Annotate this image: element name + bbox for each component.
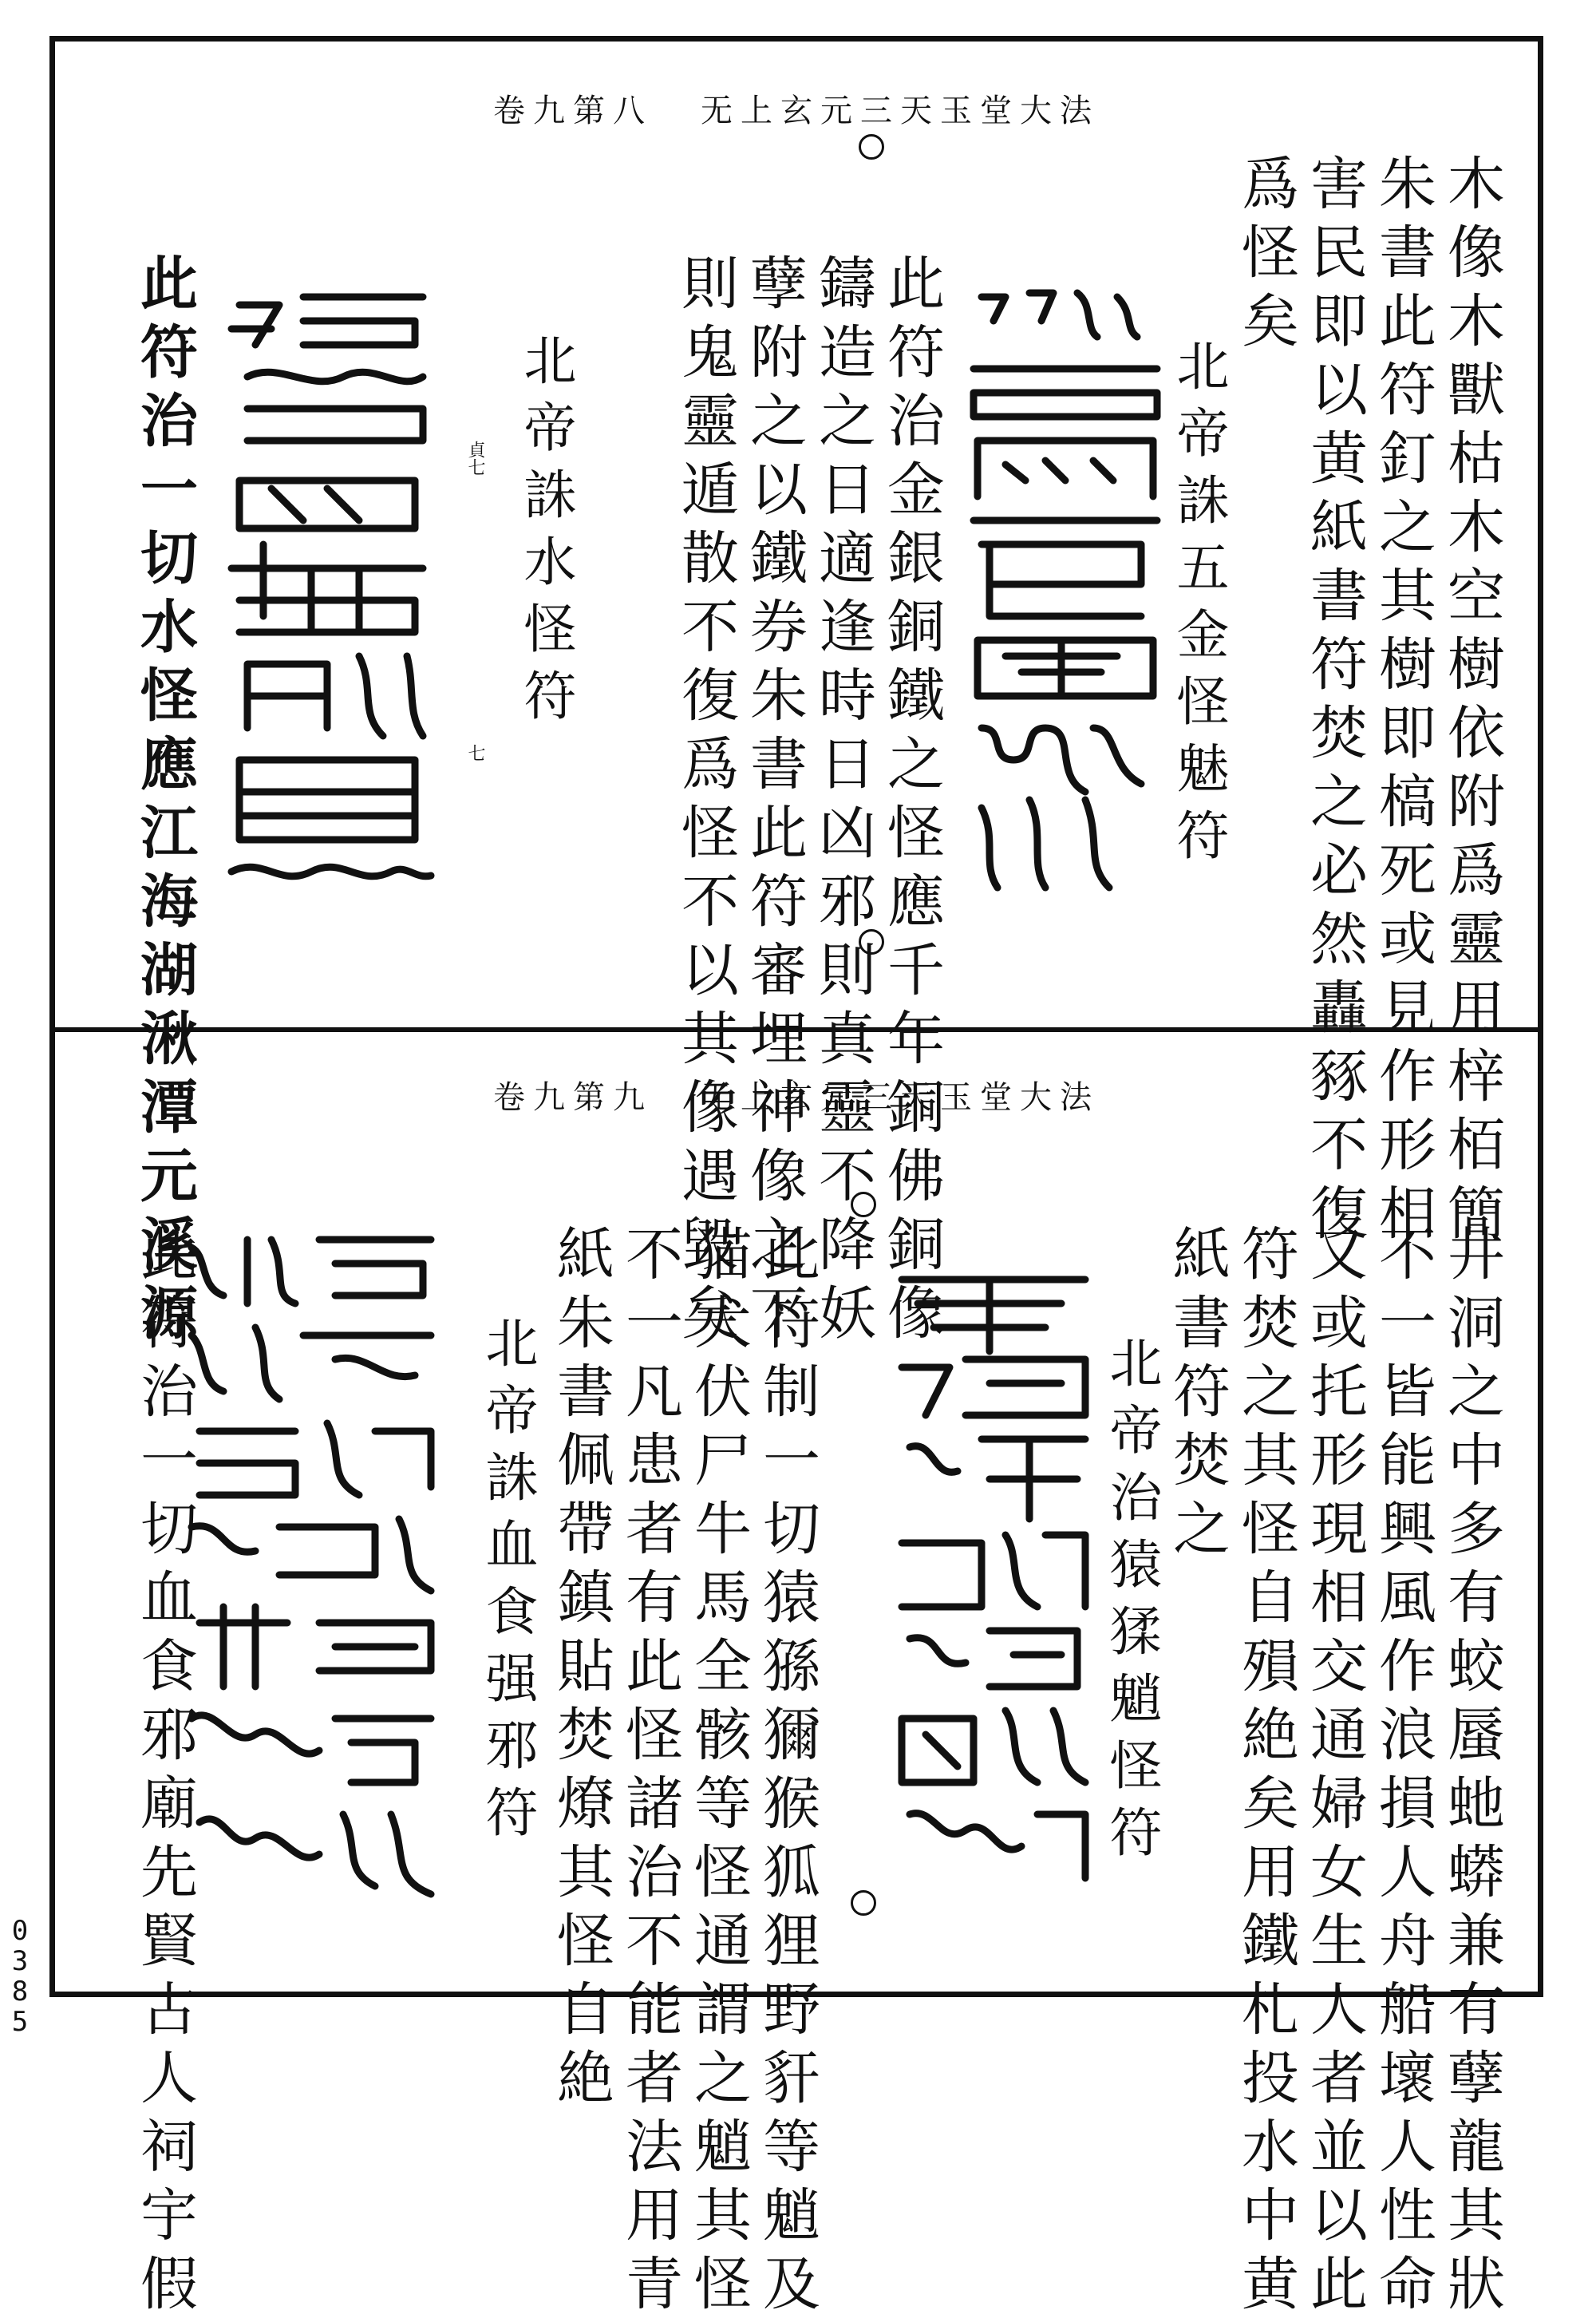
text-column: 此符治一切水怪應江海湖湫潭元溪源: [131, 253, 199, 1351]
margin-circle: [859, 134, 884, 160]
talisman-title: 北帝誅五金怪魅符: [1167, 338, 1229, 875]
text-column: 此符治一切血食邪廟先賢古人祠宇假: [131, 1224, 198, 2322]
page-number-digit: 3: [11, 1945, 29, 1977]
talisman-title: 北帝誅水怪符: [515, 333, 576, 735]
text-column: 孽附之以鐵券朱書此符審埋神像之下: [741, 253, 808, 1351]
talisman-note: 貞七: [465, 441, 485, 476]
text-column: 木像木獸枯木空樹依附爲靈用梓栢簡: [1438, 153, 1505, 1252]
text-column: 紙書符焚之: [1163, 1224, 1231, 1567]
page-number-digit: 0: [11, 1915, 29, 1947]
text-column: 又或托形現相交通婦女生人者並以此: [1301, 1224, 1368, 2322]
text-column: 此符治金銀銅鐵之怪應千年銅佛銅像: [878, 253, 945, 1351]
text-column: 害民即以黄紙書符焚之必然轟豩不復: [1301, 153, 1368, 1252]
page-number-digit: 8: [11, 1976, 29, 2008]
running-head: [56, 1072, 1537, 1117]
page-number-digit: 5: [11, 2006, 29, 2038]
talisman-figure: [215, 281, 439, 928]
text-column: 爲怪矣: [1232, 153, 1299, 359]
running-head-book: 无上玄元三天玉堂大法: [701, 1079, 1100, 1116]
text-column: 朱書此符釘之其樹即槁死或見作形相: [1369, 153, 1436, 1252]
text-column: 不一凡患者有此怪諸治不能者法用青: [616, 1224, 683, 2322]
running-head-chapter: 卷九第八: [493, 93, 653, 129]
text-column: 此符制一切猿猻獮猴狐狸野豻等魈及: [753, 1224, 820, 2322]
talisman-figure: [176, 1224, 447, 1926]
running-head-book: 无上玄元三天玉堂大法: [701, 93, 1100, 129]
page-number: [8, 1916, 32, 2037]
text-column: 不一皆能興風作浪損人舟船壞人性命: [1369, 1224, 1436, 2322]
text-column: 猫犬伏尸牛馬全骸等怪通謂之魈其怪: [685, 1224, 752, 2322]
running-head: [56, 85, 1537, 131]
text-column: 鑄造之日適逢時日凶邪則真靈不降妖: [809, 253, 876, 1351]
running-head-chapter: 卷九第九: [493, 1079, 653, 1116]
talisman-title: 北帝誅血食强邪符: [476, 1315, 538, 1852]
text-column: 則鬼靈遁散不復爲怪不以其像遇毀矣: [672, 253, 739, 1351]
text-column: 井洞之中多有蛟蜃虵蟒兼有孽龍其狀: [1438, 1224, 1505, 2322]
margin-marker: 七: [465, 744, 485, 761]
text-column: 紙朱書佩帶鎮貼焚燎其怪自絶: [547, 1224, 614, 2116]
margin-circle: [851, 1890, 876, 1916]
text-column: 符焚之其怪自殞絶矣用鐵札投水中黄: [1232, 1224, 1299, 2322]
talisman-figure: [958, 281, 1173, 904]
lower-panel: [56, 1032, 1537, 2322]
talisman-title: 北帝治猿猱魈怪符: [1100, 1335, 1162, 1872]
margin-circle: [851, 1192, 876, 1217]
talisman-figure: [886, 1256, 1101, 1894]
